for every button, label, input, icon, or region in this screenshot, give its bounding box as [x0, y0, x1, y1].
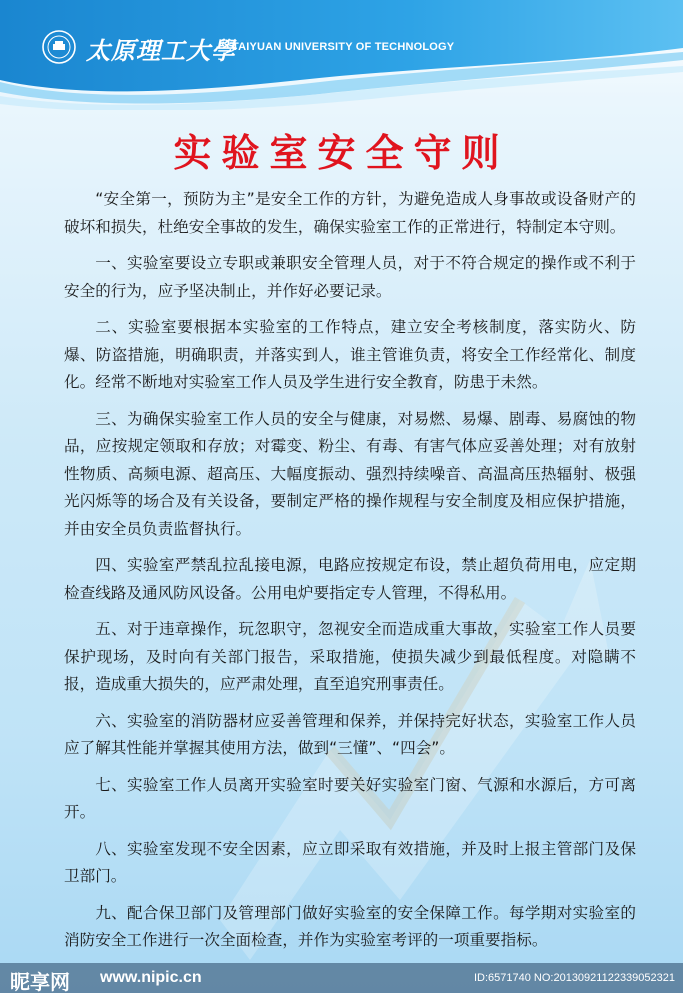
rule-9: 九、配合保卫部门及管理部门做好实验室的安全保障工作。每学期对实验室的消防安全工作进行一次全面检查，并作为实验室考评的一项重要指标。 — [64, 903, 636, 949]
university-name-cn: 太原理工大學 — [86, 36, 236, 65]
university-seal-icon — [42, 30, 76, 64]
rule-4: 四、实验室严禁乱拉乱接电源，电路应按规定布设，禁止超负荷用电，应定期检查线路及通风防风设备。公用电炉要指定专人管理，不得私用。 — [64, 556, 636, 602]
rule-5: 五、对于违章操作，玩忽职守，忽视安全而造成重大事故，实验室工作人员要保护现场，及时向有关部门报告，采取措施，使损失减少到最低程度。对隐瞒不报，造成重大损失的，应严肃处理，直至追究刑事责任。 — [64, 620, 636, 693]
watermark-site-logo: 昵享网 — [10, 970, 70, 994]
university-name-en: TAIYUAN UNIVERSITY OF TECHNOLOGY — [232, 41, 455, 53]
watermark-bar — [0, 963, 683, 993]
rule-8: 八、实验室发现不安全因素，应立即采取有效措施，并及时上报主管部门及保卫部门。 — [64, 839, 636, 885]
rule-3: 三、为确保实验室工作人员的安全与健康，对易燃、易爆、剧毒、易腐蚀的物品，应按规定领取和存放；对霉变、粉尘、有毒、有害气体应妥善处理；对有放射性物质、高频电源、超高压、大幅度振动、强烈持续噪音、高温高压热辐射、极强光闪烁等的场合及有关设备，要制定严格的操作规程与安全制度及相应保护措施，并由安全员负责监督执行。 — [64, 409, 636, 538]
page-title: 实验室安全守则 — [173, 131, 510, 175]
rule-1: 一、实验室要设立专职或兼职安全管理人员，对于不符合规定的操作或不利于安全的行为，应予坚决制止，并作好必要记录。 — [64, 254, 636, 300]
rule-2: 二、实验室要根据本实验室的工作特点，建立安全考核制度，落实防火、防爆、防盗措施，明确职责，并落实到人，谁主管谁负责，将安全工作经常化、制度化。经常不断地对实验室工作人员及学生进行安全教育，防患于未然。 — [64, 318, 636, 391]
watermark-image-id: ID:6571740 NO:20130921122339052321 — [473, 972, 675, 984]
rule-7: 七、实验室工作人员离开实验室时要关好实验室门窗、气源和水源后，方可离开。 — [64, 775, 636, 821]
rules-body — [64, 186, 636, 964]
intro-paragraph: “安全第一，预防为主”是安全工作的方针，为避免造成人身事故或设备财产的破坏和损失，杜绝安全事故的发生，确保实验室工作的正常进行，特制定本守则。 — [64, 190, 636, 236]
watermark-site-url: www.nipic.cn — [100, 969, 202, 986]
rule-6: 六、实验室的消防器材应妥善管理和保养，并保持完好状态，实验室工作人员应了解其性能并掌握其使用方法，做到“三懂”、“四会”。 — [64, 711, 636, 757]
